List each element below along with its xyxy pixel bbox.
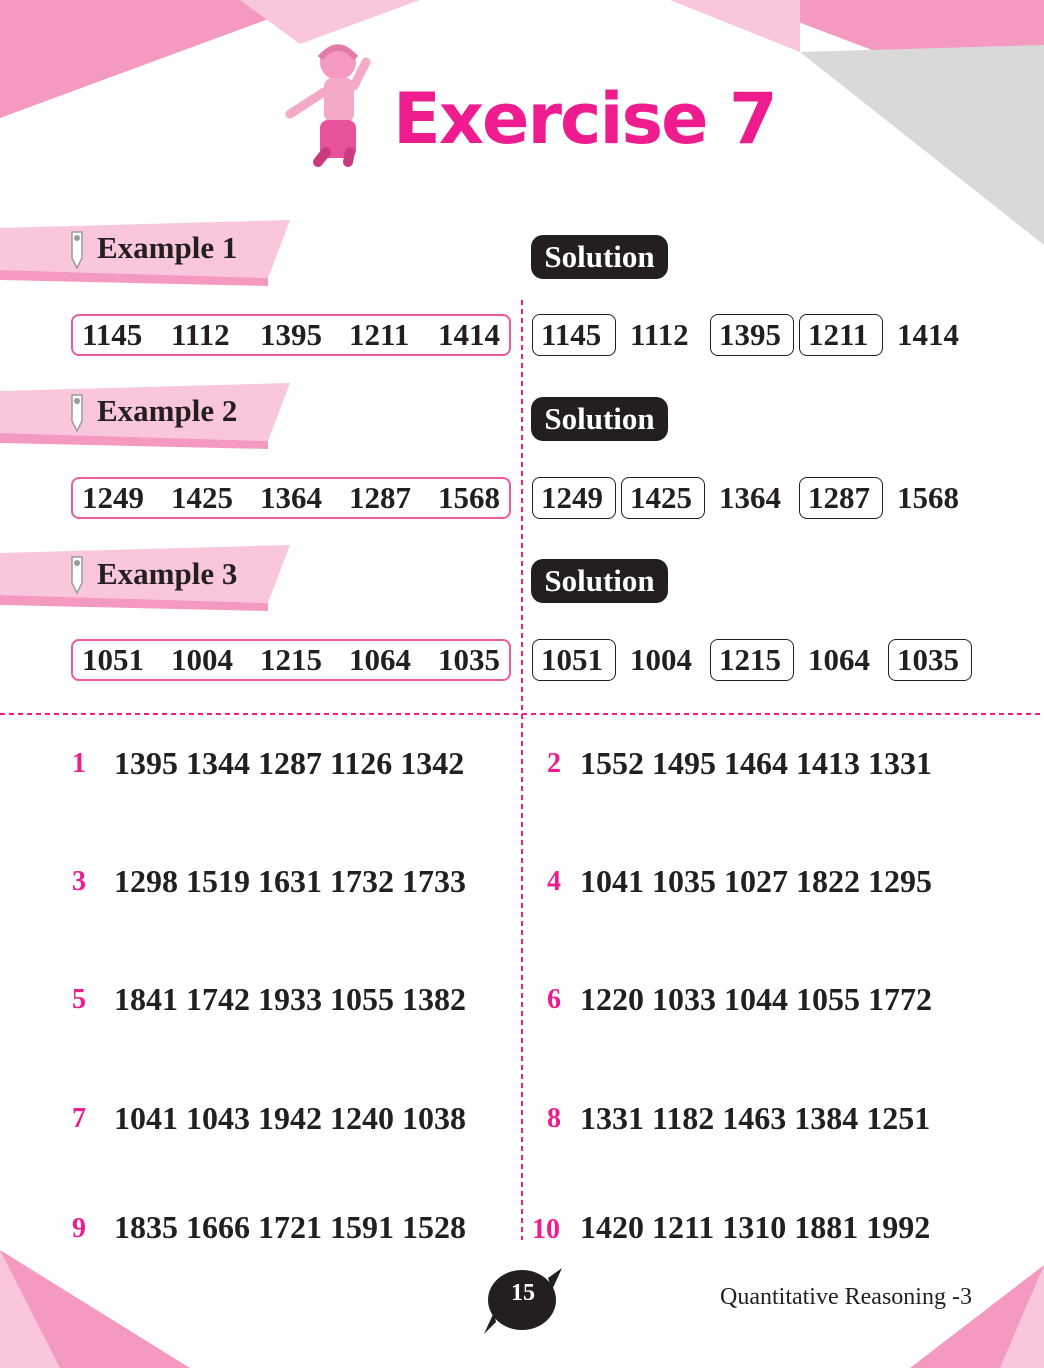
example-number: 1051: [82, 642, 144, 677]
solution-number: 1287: [808, 480, 870, 515]
question-values: 1220 1033 1044 1055 1772: [580, 981, 932, 1017]
example-1-label: Example 1: [97, 230, 238, 265]
example-number: 1568: [438, 480, 500, 515]
example-number: 1112: [171, 317, 230, 352]
example-number: 1414: [438, 317, 500, 352]
solution-number: 1004: [630, 642, 692, 677]
solution-number: 1211: [808, 317, 869, 352]
solution-number: 1051: [541, 642, 603, 677]
example-number: 1287: [349, 480, 411, 515]
jumping-girl-icon: [278, 40, 388, 170]
top-left-accent: [240, 0, 420, 44]
question-number: 10: [532, 1214, 560, 1245]
solution-number: 1395: [719, 317, 781, 352]
question-number: 1: [72, 748, 86, 779]
question-values: 1835 1666 1721 1591 1528: [114, 1209, 466, 1245]
pencil-mascot-icon: [64, 228, 92, 272]
example-number: 1215: [260, 642, 322, 677]
example-number: 1211: [349, 317, 410, 352]
question-values: 1041 1043 1942 1240 1038: [114, 1100, 466, 1136]
question-number: 5: [72, 984, 86, 1015]
pencil-mascot-icon: [64, 553, 92, 597]
example-number: 1249: [82, 480, 144, 515]
pencil-mascot-icon: [64, 391, 92, 435]
top-right-gray-triangle: [800, 45, 1044, 245]
solution-number: 1112: [630, 317, 689, 352]
question-number: 9: [72, 1213, 86, 1244]
solution-badge-3: Solution: [531, 559, 668, 603]
question-values: 1041 1035 1027 1822 1295: [580, 863, 932, 899]
question-number: 8: [547, 1103, 561, 1134]
solution-badge-1: Solution: [531, 235, 668, 279]
solution-number: 1145: [541, 317, 602, 352]
question-number: 3: [72, 866, 86, 897]
question-number: 4: [547, 866, 561, 897]
question-values: 1331 1182 1463 1384 1251: [580, 1100, 931, 1136]
question-values: 1395 1344 1287 1126 1342: [114, 745, 465, 781]
example-3-label: Example 3: [97, 556, 238, 591]
solution-number: 1364: [719, 480, 781, 515]
book-title: Quantitative Reasoning -3: [720, 1284, 972, 1310]
example-number: 1145: [82, 317, 143, 352]
question-number: 6: [547, 984, 561, 1015]
question-values: 1841 1742 1933 1055 1382: [114, 981, 466, 1017]
example-number: 1004: [171, 642, 233, 677]
solution-number: 1064: [808, 642, 870, 677]
solution-number: 1215: [719, 642, 781, 677]
title-area: [278, 40, 776, 170]
example-number: 1035: [438, 642, 500, 677]
question-number: 7: [72, 1103, 86, 1134]
page-title: Exercise 7: [393, 78, 776, 160]
example-number: 1425: [171, 480, 233, 515]
question-values: 1552 1495 1464 1413 1331: [580, 745, 932, 781]
question-values: 1420 1211 1310 1881 1992: [580, 1209, 931, 1245]
page-number: 15: [511, 1280, 535, 1306]
solution-number: 1249: [541, 480, 603, 515]
solution-number: 1035: [897, 642, 959, 677]
question-number: 2: [547, 748, 561, 779]
solution-badge-2: Solution: [531, 397, 668, 441]
solution-number: 1568: [897, 480, 959, 515]
example-number: 1364: [260, 480, 322, 515]
solution-number: 1414: [897, 317, 959, 352]
question-values: 1298 1519 1631 1732 1733: [114, 863, 466, 899]
example-number: 1064: [349, 642, 411, 677]
example-2-label: Example 2: [97, 393, 238, 428]
solution-number: 1425: [630, 480, 692, 515]
example-number: 1395: [260, 317, 322, 352]
